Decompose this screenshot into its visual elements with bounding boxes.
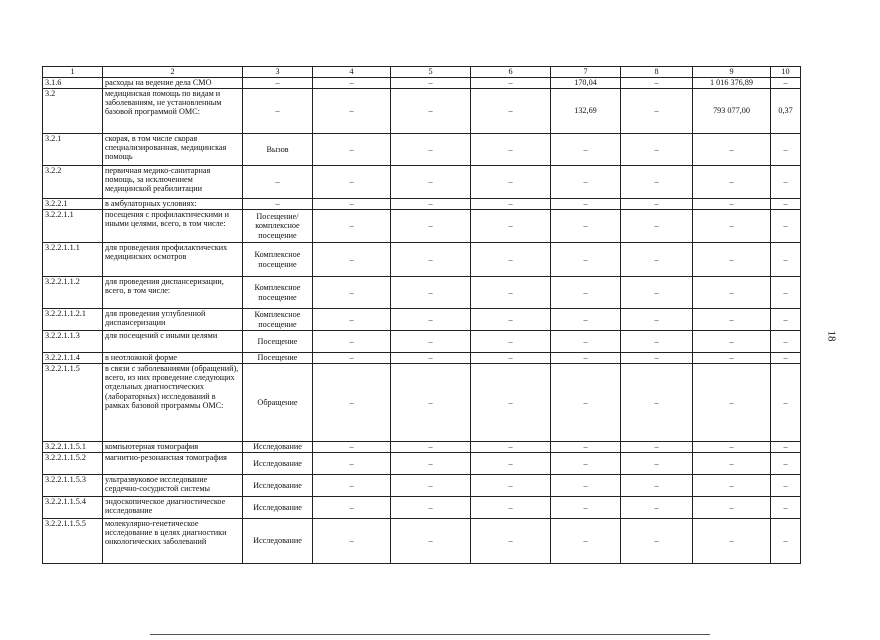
column-header: 2 [103,67,243,78]
cell-col-5: – [391,442,471,453]
cell-col-8: – [621,364,693,442]
cell-col-5: – [391,199,471,210]
row-name: посещения с профилактическими и иными целями, всего, в том числе: [103,210,243,243]
cell-col-7: – [551,243,621,277]
cell-col-10: – [771,364,801,442]
cell-col-4: – [313,519,391,564]
cell-col-8: – [621,210,693,243]
cell-col-8: – [621,89,693,134]
row-code: 3.2 [43,89,103,134]
column-header: 7 [551,67,621,78]
cell-col-4: – [313,78,391,89]
cell-col-8: – [621,199,693,210]
cell-col-10: – [771,519,801,564]
cell-col-10: – [771,453,801,475]
cell-col-9: – [693,353,771,364]
row-code: 3.2.2.1.1.5.1 [43,442,103,453]
row-unit: Посещение [243,353,313,364]
row-unit: Посещение/ комплексное посещение [243,210,313,243]
cell-col-5: – [391,166,471,199]
cell-col-10: – [771,210,801,243]
cell-col-9: – [693,475,771,497]
column-header: 10 [771,67,801,78]
row-name: для посещений с иными целями [103,331,243,353]
cell-col-4: – [313,353,391,364]
cell-col-8: – [621,166,693,199]
cell-col-5: – [391,243,471,277]
cell-col-5: – [391,134,471,166]
row-unit: Вызов [243,134,313,166]
cell-col-6: – [471,134,551,166]
row-name: в неотложной форме [103,353,243,364]
table-row [43,243,801,277]
cell-col-5: – [391,277,471,309]
cell-col-10: – [771,134,801,166]
row-name: для проведения углубленной диспансеризации [103,309,243,331]
cell-col-8: – [621,353,693,364]
cell-col-5: – [391,89,471,134]
column-number-row [43,67,801,78]
cell-col-8: – [621,277,693,309]
cell-col-10: – [771,331,801,353]
cell-col-7: – [551,475,621,497]
row-code: 3.2.2.1.1.4 [43,353,103,364]
row-code: 3.2.2.1.1.1 [43,243,103,277]
row-code: 3.2.2.1.1.2 [43,277,103,309]
row-name: молекулярно-генетическое исследование в целях диагностики онкологических заболеваний [103,519,243,564]
footer-rule [150,634,710,635]
cell-col-9: – [693,210,771,243]
row-unit: Комплексное посещение [243,309,313,331]
table-row [43,199,801,210]
cell-col-9: – [693,519,771,564]
cell-col-7: – [551,353,621,364]
row-unit: Исследование [243,475,313,497]
cell-col-4: – [313,134,391,166]
cell-col-8: – [621,475,693,497]
cell-col-9: – [693,199,771,210]
cell-col-9: – [693,243,771,277]
table-row [43,309,801,331]
column-header: 6 [471,67,551,78]
row-code: 3.1.6 [43,78,103,89]
cell-col-7: 132,69 [551,89,621,134]
table-row [43,442,801,453]
cell-col-8: – [621,243,693,277]
column-header: 8 [621,67,693,78]
cell-col-4: – [313,199,391,210]
row-name: скорая, в том числе скорая специализированная, медицинская помощь [103,134,243,166]
row-code: 3.2.2.1.1.5.5 [43,519,103,564]
cell-col-7: – [551,134,621,166]
row-name: магнитно-резонансная томография [103,453,243,475]
cell-col-10: – [771,309,801,331]
cell-col-8: – [621,453,693,475]
cell-col-4: – [313,243,391,277]
cell-col-7: – [551,519,621,564]
cell-col-4: – [313,453,391,475]
cell-col-9: – [693,166,771,199]
cell-col-4: – [313,309,391,331]
cell-col-6: – [471,243,551,277]
table-row [43,331,801,353]
cell-col-6: – [471,475,551,497]
row-unit: – [243,89,313,134]
row-name: для проведения диспансеризации, всего, в том числе: [103,277,243,309]
table-row [43,166,801,199]
table-row [43,364,801,442]
cell-col-7: – [551,442,621,453]
row-code: 3.2.2.1.1.5.2 [43,453,103,475]
cell-col-6: – [471,166,551,199]
column-header: 9 [693,67,771,78]
cell-col-9: – [693,364,771,442]
cell-col-9: – [693,497,771,519]
cell-col-5: – [391,353,471,364]
row-unit: – [243,78,313,89]
row-unit: Исследование [243,497,313,519]
row-code: 3.2.2.1 [43,199,103,210]
cell-col-6: – [471,89,551,134]
cell-col-4: – [313,331,391,353]
cell-col-4: – [313,364,391,442]
row-name: первичная медико-санитарная помощь, за исключением медицинской реабилитации [103,166,243,199]
cell-col-7: – [551,277,621,309]
row-code: 3.2.2.1.1.5.3 [43,475,103,497]
cell-col-10: 0,37 [771,89,801,134]
cell-col-5: – [391,519,471,564]
row-code: 3.2.1 [43,134,103,166]
row-code: 3.2.2.1.1 [43,210,103,243]
row-name: для проведения профилактических медицинских осмотров [103,243,243,277]
cell-col-5: – [391,364,471,442]
table-row [43,134,801,166]
cell-col-7: – [551,309,621,331]
table-row [43,89,801,134]
cell-col-9: 1 016 376,89 [693,78,771,89]
row-unit: Исследование [243,519,313,564]
cell-col-10: – [771,199,801,210]
cell-col-9: – [693,277,771,309]
data-table [42,66,801,564]
cell-col-10: – [771,277,801,309]
cell-col-4: – [313,89,391,134]
row-code: 3.2.2.1.1.5.4 [43,497,103,519]
cell-col-6: – [471,519,551,564]
cell-col-4: – [313,210,391,243]
cell-col-4: – [313,497,391,519]
cell-col-7: – [551,210,621,243]
cell-col-9: – [693,134,771,166]
row-unit: Исследование [243,442,313,453]
cell-col-6: – [471,331,551,353]
cell-col-6: – [471,309,551,331]
cell-col-10: – [771,475,801,497]
row-name: ультразвуковое исследование сердечно-сосудистой системы [103,475,243,497]
cell-col-8: – [621,134,693,166]
cell-col-8: – [621,519,693,564]
row-unit: – [243,166,313,199]
column-header: 5 [391,67,471,78]
table-row [43,475,801,497]
row-code: 3.2.2.1.1.5 [43,364,103,442]
row-code: 3.2.2.1.1.2.1 [43,309,103,331]
cell-col-5: – [391,497,471,519]
cell-col-5: – [391,210,471,243]
row-name: медицинская помощь по видам и заболеваниям, не установленным базовой программой ОМС: [103,89,243,134]
row-name: в связи с заболеваниями (обращений), всего, из них проведение следующих отдельных диагностических (лабораторных) исследований в рамках базовой программы ОМС: [103,364,243,442]
cell-col-6: – [471,78,551,89]
row-name: эндоскопическое диагностическое исследование [103,497,243,519]
cell-col-5: – [391,331,471,353]
cell-col-4: – [313,277,391,309]
row-name: расходы на ведение дела СМО [103,78,243,89]
cell-col-9: 793 077,00 [693,89,771,134]
cell-col-10: – [771,353,801,364]
cell-col-6: – [471,453,551,475]
cell-col-4: – [313,475,391,497]
row-unit: Исследование [243,453,313,475]
cell-col-8: – [621,497,693,519]
cell-col-6: – [471,199,551,210]
page-number: 18 [825,330,838,342]
cell-col-9: – [693,442,771,453]
cell-col-6: – [471,210,551,243]
row-unit: Комплексное посещение [243,277,313,309]
cell-col-8: – [621,309,693,331]
row-unit: Обращение [243,364,313,442]
cell-col-8: – [621,442,693,453]
column-header: 1 [43,67,103,78]
cell-col-10: – [771,243,801,277]
cell-col-7: – [551,364,621,442]
row-unit: – [243,199,313,210]
cell-col-10: – [771,442,801,453]
cell-col-8: – [621,331,693,353]
cell-col-10: – [771,166,801,199]
cell-col-7: 170,04 [551,78,621,89]
cell-col-9: – [693,309,771,331]
cell-col-5: – [391,78,471,89]
cell-col-6: – [471,497,551,519]
cell-col-5: – [391,453,471,475]
table-row [43,497,801,519]
cell-col-7: – [551,497,621,519]
cell-col-4: – [313,166,391,199]
cell-col-6: – [471,353,551,364]
table-row [43,78,801,89]
table-row [43,277,801,309]
cell-col-7: – [551,331,621,353]
cell-col-10: – [771,497,801,519]
table-row [43,519,801,564]
cell-col-6: – [471,277,551,309]
row-name: в амбулаторных условиях: [103,199,243,210]
cell-col-9: – [693,453,771,475]
cell-col-7: – [551,453,621,475]
table-row [43,453,801,475]
cell-col-6: – [471,442,551,453]
column-header: 4 [313,67,391,78]
row-code: 3.2.2.1.1.3 [43,331,103,353]
cell-col-4: – [313,442,391,453]
cell-col-9: – [693,331,771,353]
row-code: 3.2.2 [43,166,103,199]
row-unit: Посещение [243,331,313,353]
cell-col-8: – [621,78,693,89]
cell-col-7: – [551,199,621,210]
table-row [43,353,801,364]
row-unit: Комплексное посещение [243,243,313,277]
column-header: 3 [243,67,313,78]
cell-col-5: – [391,309,471,331]
cell-col-6: – [471,364,551,442]
table-row [43,210,801,243]
cell-col-7: – [551,166,621,199]
cell-col-10: – [771,78,801,89]
cell-col-5: – [391,475,471,497]
row-name: компьютерная томография [103,442,243,453]
